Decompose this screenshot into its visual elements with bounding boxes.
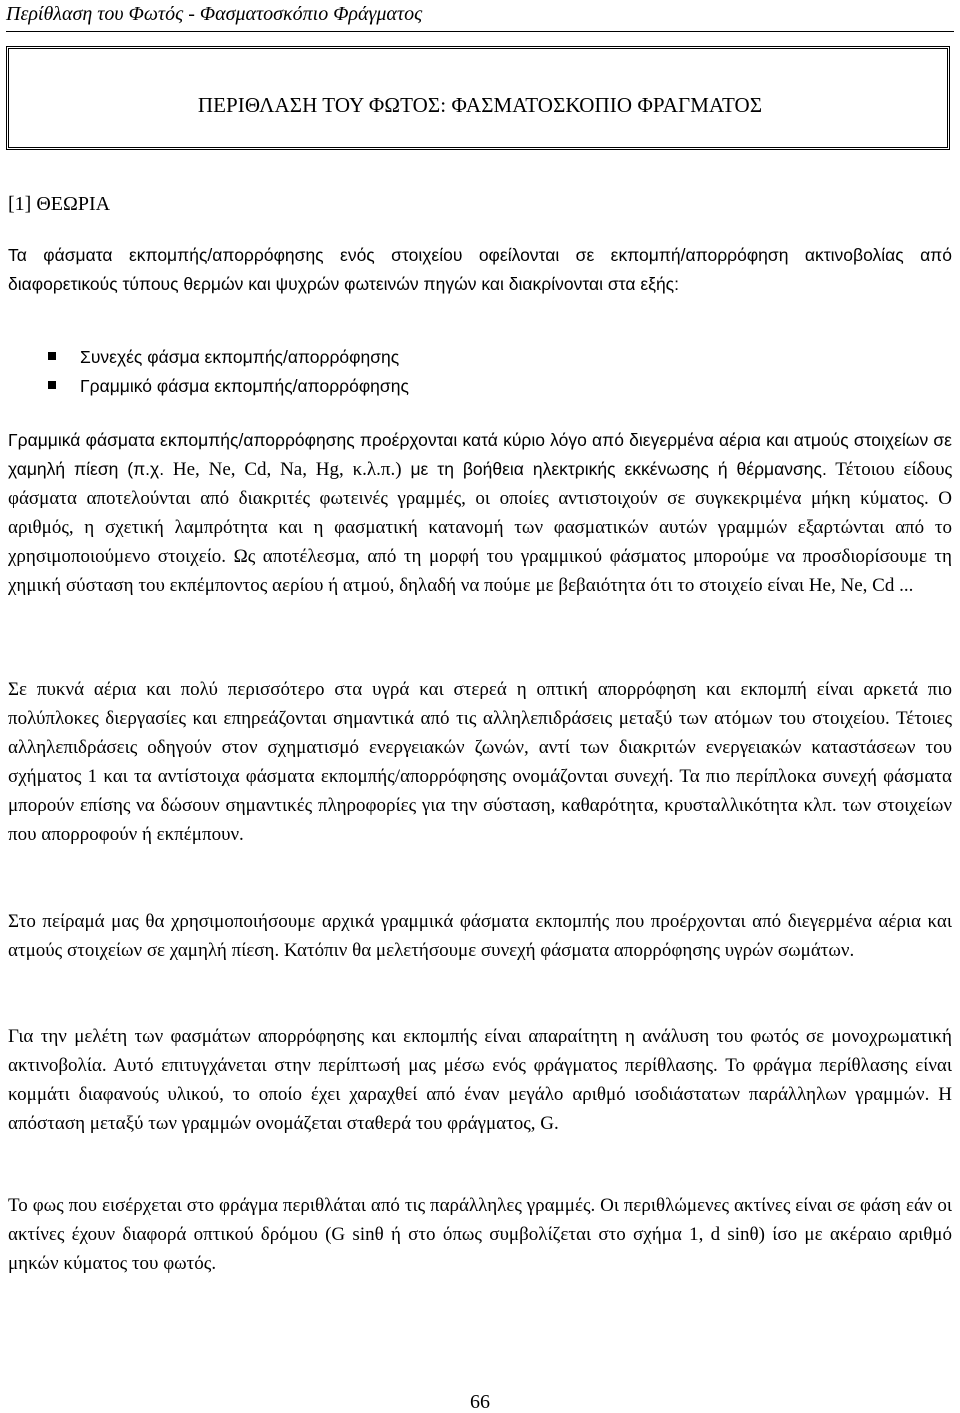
- running-header: Περίθλαση του Φωτός - Φασματοσκόπιο Φράγματος: [6, 3, 423, 25]
- spectrum-type-list: [48, 343, 409, 401]
- page-number: 66: [470, 1391, 490, 1413]
- experiment-paragraph: Στο πείραμά μας θα χρησιμοποιήσουμε αρχικά γραμμικά φάσματα εκπομπής που προέρχονται από διεγερμένα αέρια και ατμούς στοιχείων σε χαμηλή πίεση. Κατόπιν θα μελετήσουμε συνεχή φάσματα απορρόφησης υγρών σωμάτων.: [8, 911, 952, 961]
- list-item: [48, 372, 409, 401]
- header-rule: [6, 31, 954, 32]
- square-bullet-icon: [48, 381, 56, 389]
- continuous-spectra-paragraph: Σε πυκνά αέρια και πολύ περισσότερο στα υγρά και στερεά η οπτική απορρόφηση και εκπομπή είναι αρκετά πιο πολύπλοκες διεργασίες και επηρεάζονται σημαντικά από τις αλληλεπιδράσεις μεταξύ των ατόμων του στοιχείου. Τέτοιες αλληλεπιδράσεις οδηγούν στον σχηματισμό ενεργειακών ζωνών, αντί των διακριτών ενεργειακών καταστάσεων του σχήματος 1 και τα αντίστοιχα φάσματα εκπομπής/απορρόφησης ονομάζονται συνεχή. Τα πιο περίπλοκα συνεχή φάσματα μπορούν επίσης να δώσουν σημαντικές πληροφορίες για την σύσταση, καθαρότητα, κρυσταλλικότητα κλπ. των στοιχείων που απορροφούν ή εκπέμπουν.: [8, 679, 952, 845]
- diffraction-paragraph: Το φως που εισέρχεται στο φράγμα περιθλάται από τις παράλληλες γραμμές. Οι περιθλώμενες ακτίνες είναι σε φάση εάν οι ακτίνες έχουν διαφορά οπτικού δρόμου (G sinθ ή στο όπως συμβολίζεται στο σχήμα 1, d sinθ) ίσο με ακέραιο αριθμό μηκών κύματος του φωτός.: [8, 1195, 952, 1274]
- line-spectra-paragraph: [8, 426, 952, 600]
- line-spectra-text-2: με τη βοήθεια ηλεκτρικής εκκένωσης ή θέρμανσης.: [401, 459, 827, 479]
- line-spectra-elements: He, Ne, Cd, Na, Hg, κ.λ.π.): [164, 459, 402, 480]
- grating-paragraph: Για την μελέτη των φασμάτων απορρόφησης και εκπομπής είναι απαραίτητη η ανάλυση του φωτός σε μονοχρωματική ακτινοβολία. Αυτό επιτυγχάνεται στην περίπτωσή μας μέσω ενός φράγματος περίθλασης. Το φράγμα περίθλασης είναι κομμάτι διαφανούς υλικού, το οποίο έχει χαραχθεί από έναν μεγάλο αριθμό ισοδιάστατων παράλληλων γραμμών. Η απόσταση μεταξύ των γραμμών ονομάζεται σταθερά του φράγματος, G.: [8, 1026, 952, 1134]
- list-item: [48, 343, 409, 372]
- intro-paragraph: Τα φάσματα εκπομπής/απορρόφησης ενός στοιχείου οφείλονται σε εκπομπή/απορρόφηση ακτινοβολίας από διαφορετικούς τύπους θερμών και ψυχρών φωτεινών πηγών και διακρίνονται στα εξής:: [8, 245, 952, 294]
- list-item-label: Συνεχές φάσμα εκπομπής/απορρόφησης: [80, 347, 400, 367]
- square-bullet-icon: [48, 352, 56, 360]
- line-spectra-text: Γραμμικά φάσματα εκπομπής/απορρόφησης προέρχονται κατά κύριο λόγο από διεγερμένα αέρια και ατμούς στοιχείων σε χαμηλή πίεση (π.χ.: [8, 430, 952, 479]
- list-item-label: Γραμμικό φάσμα εκπομπής/απορρόφησης: [80, 376, 409, 396]
- line-spectra-text-3: Τέτοιου είδους φάσματα αποτελούνται από διακριτές φωτεινές γραμμές, οι οποίες αντιστοιχούν σε συγκεκριμένα μήκη κύματος. Ο αριθμός, η σχετική λαμπρότητα και η φασματική κατανομή των φασματικών αυτών γραμμών εξαρτώνται από το χρησιμοποιούμενο στοιχείο. Ως αποτέλεσμα, από τη μορφή του γραμμικού φάσματος μπορούμε να προσδιορίσουμε τη χημική σύσταση του εκπέμποντος αερίου ή ατμού, δηλαδή να πούμε με βεβαιότητα ότι το στοιχείο είναι He, Ne, Cd ...: [8, 459, 952, 596]
- page-title: ΠΕΡΙΘΛΑΣΗ ΤΟΥ ΦΩΤΟΣ: ΦΑΣΜΑΤΟΣΚΟΠΙΟ ΦΡΑΓΜΑΤΟΣ: [197, 93, 763, 117]
- section-heading: [1] ΘΕΩΡΙΑ: [8, 193, 111, 215]
